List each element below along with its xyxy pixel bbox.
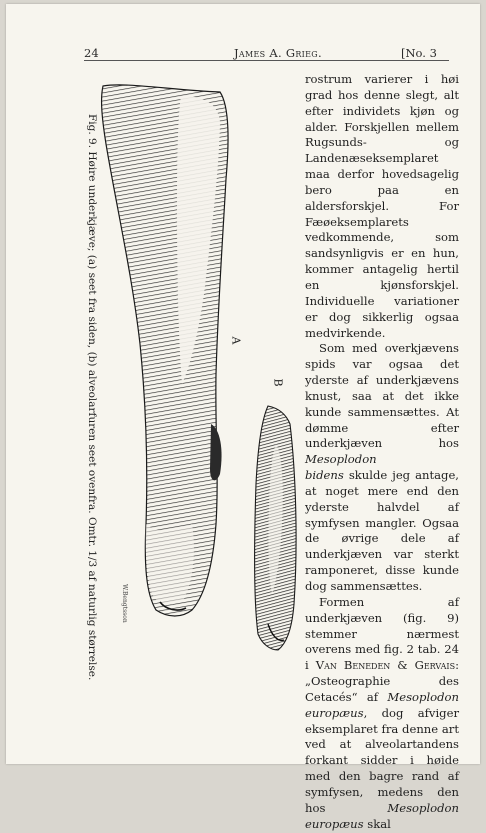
engraver-signature: W.Bengtsson — [121, 584, 128, 623]
running-title: James A. Grieg. — [234, 46, 322, 60]
taxon-name-2: Mesoplodon europæus — [305, 800, 459, 831]
citation-authors: Van Beneden & Gervais — [315, 658, 456, 673]
taxon-name-1: Mesoplodon europæus — [305, 689, 459, 720]
taxon-genus: Mesoplodon — [305, 452, 377, 467]
series-number: [No. 3 — [401, 46, 437, 60]
paragraph-1: rostrum varierer i høi grad hos denne slegt, alt efter individets kjøn og alder. Forskjellen mellem Rugsunds- og Landenæseksemplaret maa derfor hovedsagelig bero paa en aldersforskjel. For Fæøeksemplarets vedkommende, som sandsynligvis er en hun, kommer antagelig hertil en kjønsforskjel. Individuelle variationer er dog sikkerlig ogsaa medvirkende. — [305, 72, 459, 340]
taxon-species: bidens — [305, 468, 344, 483]
body-text-column — [305, 72, 459, 833]
figure-caption: Fig. 9. Høire underkjæve; (a) seet fra siden, (b) alveolarfuren seet ovenfra. Omtr. 1/3 af naturlig størrelse. — [86, 114, 98, 681]
jawbone-side-view — [102, 85, 228, 616]
paragraph-3: Formen af underkjæven (fig. 9) stemmer nærmest overens med fig. 2 tab. 24 i Van Beneden & Gervais: „Osteographie des Cetacés“ af Mesoplodon europæus, dog afviger eksemplaret fra denne art ved at alveolartandens forkant sidder i høide med den bagre rand af symfysen, medens den hos Mesoplodon europæus skal — [305, 594, 459, 831]
figure-label-a: A — [229, 336, 243, 345]
book-page — [6, 4, 480, 831]
paragraph-2: Som med overkjævens spids var ogsaa det yderste af underkjævens knust, saa at det ikke kunde sammensættes. At dømme efter underkjæven hos Mesoplodon bidens skulde jeg antage, at noget mere end den yderste halvdel af symfysen mangler. Ogsaa de øvrige dele af underkjæven var sterkt ramponeret, disse kunde dog sammensættes. — [305, 341, 459, 593]
figure-label-b: B — [271, 378, 285, 387]
jawbone-top-view — [255, 406, 296, 650]
page-number: 24 — [84, 46, 99, 60]
